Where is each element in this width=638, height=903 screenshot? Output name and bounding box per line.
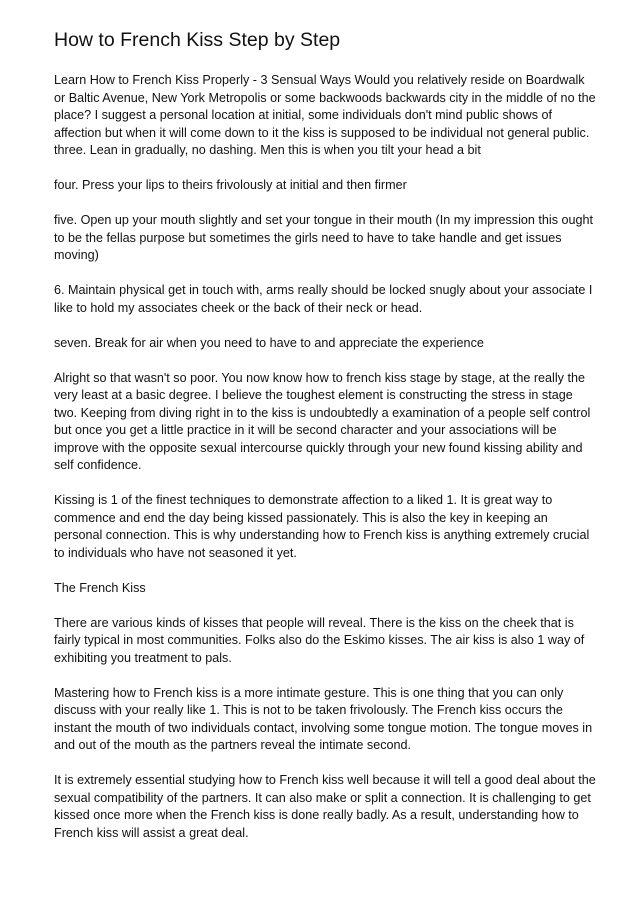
paragraph-step-four: four. Press your lips to theirs frivolously at initial and then firmer [54,178,407,192]
paragraph-summary: Alright so that wasn't so poor. You now know how to french kiss stage by stage, at the really the very least at a basic degree. I believe the toughest element is constructing the stress in stage two. Keeping from diving right in to the kiss is undoubtedly a examination of a people self control but once you get a little practice in it will be second character and your associations will be improve with the opposite sexual intercourse quickly through your new found kissing ability and self confidence. [54,370,591,472]
document-title: How to French Kiss Step by Step [54,29,341,51]
paragraph-step-five: five. Open up your mouth slightly and set your tongue in their mouth (In my impression this ought to be the fellas purpose but sometimes the girls need to have to take handle and get issues moving) [54,213,594,262]
paragraph-step-six: 6. Maintain physical get in touch with, arms really should be locked snugly about your associate I like to hold my associates cheek or the back of their neck or head. [54,283,593,315]
paragraph-step-seven: seven. Break for air when you need to have to and appreciate the experience [54,335,484,350]
section-heading-french-kiss: The French Kiss [54,580,146,595]
paragraph-intro: Learn How to French Kiss Properly - 3 Sensual Ways Would you relatively reside on Boardwalk or Baltic Avenue, New York Metropolis or some backwoods backwards city in the middle of no the place? I suggest a personal location at initial, some individuals don't mind public shows of affection but when it will come down to it the kiss is supposed to be individual not general public. three. Lean in gradually, no dashing. Men this is when you tilt your head a bit [54,73,596,157]
paragraph-kissing-affection: Kissing is 1 of the finest techniques to demonstrate affection to a liked 1. It is great way to commence and end the day being kissed passionately. This is also the key in keeping an personal connection. This is why understanding how to French kiss is anything extremely crucial to individuals who have not seasoned it yet. [54,493,590,560]
document-body [54,72,598,842]
paragraph-kinds-of-kisses: There are various kinds of kisses that people will reveal. There is the kiss on the cheek that is fairly typical in most communities. Folks also do the Eskimo kisses. The air kiss is also 1 way of exhibiting you treatment to pals. [54,615,585,665]
paragraph-mastering: Mastering how to French kiss is a more intimate gesture. This is one thing that you can only discuss with your really like 1. This is not to be taken frivolously. The French kiss occurs the instant the mouth of two individuals contact, involving some tongue motion. The tongue moves in and out of the mouth as the partners reveal the intimate second. [54,685,593,752]
paragraph-importance: It is extremely essential studying how to French kiss well because it will tell a good deal about the sexual compatibility of the partners. It can also make or split a connection. It is challenging to get kissed once more when the French kiss is done really badly. As a result, understanding how to French kiss will assist a great deal. [54,773,596,840]
